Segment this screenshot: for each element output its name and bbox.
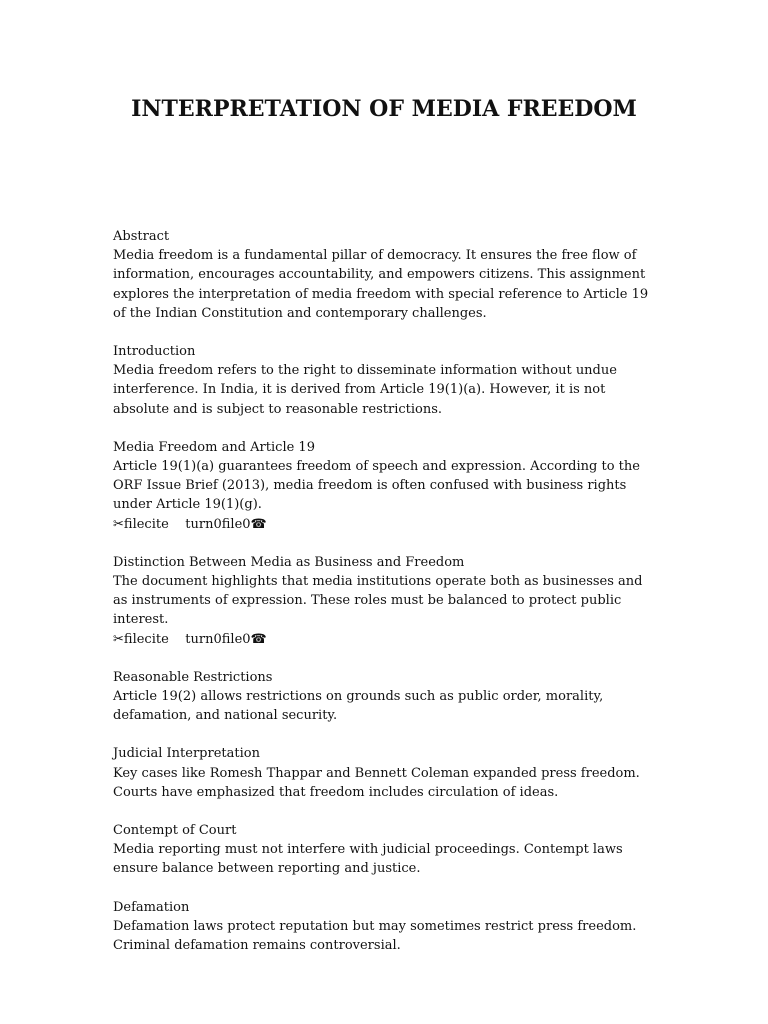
section-heading: Media Freedom and Article 19 [113, 439, 315, 455]
section-heading: Abstract [113, 229, 170, 244]
section-abstract [113, 227, 661, 323]
section-heading: Contempt of Court [113, 823, 237, 839]
section-text: Media freedom is a fundamental pillar of democracy. It ensures the free flow of information, encourages accountability, and empowers citizens. This assignment explores the interpretation of media freedom with special reference to Article 19 of the Indian Constitution and contemporary challenges. [113, 248, 649, 321]
document-body [113, 227, 661, 974]
section-heading: Distinction Between Media as Business and Freedom [113, 554, 465, 570]
section-text: Key cases like Romesh Thappar and Bennett Coleman expanded press freedom. Courts have emphasized that freedom includes circulation of ideas. [113, 765, 640, 800]
section-text: Article 19(1)(a) guarantees freedom of speech and expression. According to the ORF Issue Brief (2013), media freedom is often confused with business rights under Article 19(1)(g). [113, 459, 640, 513]
section-text: Media freedom refers to the right to disseminate information without undue interference. In India, it is derived from Article 19(1)(a). However, it is not absolute and is subject to reasonable restrictions. [113, 363, 617, 417]
citation-marker: ✂filecite turn0file0☎ [113, 516, 267, 532]
document-title: INTERPRETATION OF MEDIA FREEDOM [131, 96, 637, 122]
section-heading: Defamation [113, 899, 190, 915]
section-heading: Reasonable Restrictions [113, 669, 273, 685]
section-text: Article 19(2) allows restrictions on grounds such as public order, morality, defamation, and national security. [113, 689, 604, 724]
section-text: The document highlights that media institutions operate both as businesses and as instruments of expression. These roles must be balanced to protect public interest. [113, 574, 643, 628]
section-text: Defamation laws protect reputation but may sometimes restrict press freedom. Criminal defamation remains controversial. [113, 918, 637, 954]
section-heading: Judicial Interpretation [113, 746, 260, 762]
section-reasonable-restrictions [113, 668, 661, 726]
citation-marker: ✂filecite turn0file0☎ [113, 631, 267, 647]
section-defamation [113, 898, 661, 956]
section-judicial-interpretation [113, 744, 661, 802]
section-contempt-of-court [113, 821, 661, 879]
section-text: Media reporting must not interfere with judicial proceedings. Contempt laws ensure balance between reporting and justice. [113, 842, 623, 877]
section-media-business-distinction [113, 553, 661, 649]
section-heading: Introduction [113, 344, 196, 360]
section-media-freedom-article-19 [113, 438, 661, 534]
section-introduction [113, 342, 661, 419]
